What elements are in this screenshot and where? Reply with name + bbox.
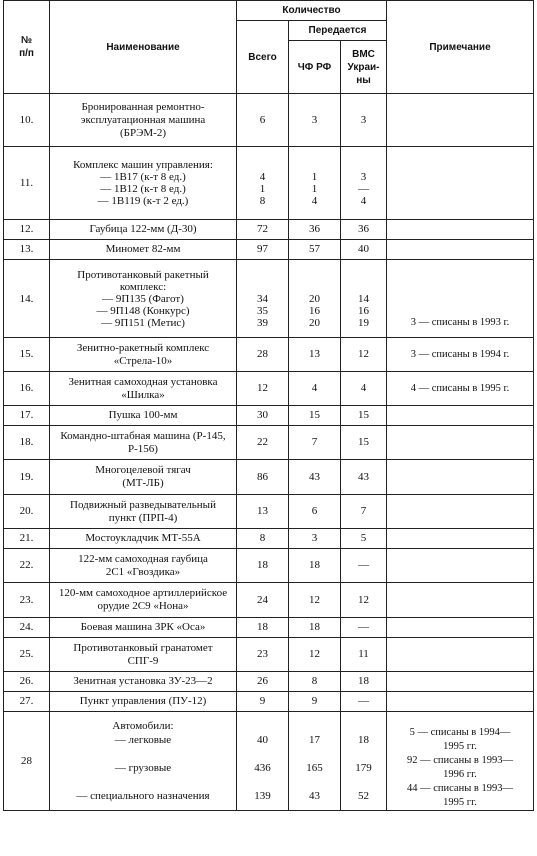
quantity-cf-rf-line: 3 — [311, 113, 318, 126]
item-name-line: (МТ-ЛБ) — [122, 477, 164, 489]
quantity-total-line: 30 — [257, 409, 268, 421]
header-vms-line: Украи- — [347, 61, 380, 73]
quantity-vms-ukraine-line: 52 — [358, 790, 369, 802]
quantity-total — [237, 426, 289, 460]
quantity-cf-rf-line: 57 — [309, 243, 320, 255]
quantity-cf-rf — [289, 240, 341, 260]
quantity-total-line: 9 — [259, 695, 266, 707]
quantity-cf-rf — [289, 338, 341, 372]
note — [387, 495, 534, 529]
item-name-line: СПГ-9 — [127, 654, 159, 667]
row-number: 16. — [4, 372, 50, 406]
quantity-vms-ukraine-line: 3 — [360, 113, 367, 126]
item-name — [50, 618, 237, 638]
note — [387, 240, 534, 260]
item-name-line: пункт (ПРП-4) — [108, 511, 178, 524]
quantity-cf-rf-line — [291, 159, 338, 171]
quantity-vms-ukraine — [341, 372, 387, 406]
quantity-total — [237, 692, 289, 712]
item-name-line: «Шилка» — [121, 388, 165, 401]
item-name-line: Многоцелевой тягач — [95, 464, 191, 476]
quantity-cf-rf-line: 13 — [309, 348, 320, 360]
quantity-vms-ukraine-line: 4 — [360, 382, 367, 394]
equipment-table — [3, 0, 534, 811]
quantity-vms-ukraine — [341, 672, 387, 692]
note — [387, 460, 534, 495]
quantity-total — [237, 618, 289, 638]
row-number: 14. — [4, 260, 50, 338]
note — [387, 94, 534, 147]
header-number — [4, 1, 50, 94]
note-line: 92 — списаны в 1993— — [407, 755, 513, 766]
item-name-line: эксплуатационная машина — [80, 113, 206, 126]
quantity-total-line: 8 — [259, 532, 266, 544]
item-name-line: 122-мм самоходная гаубица — [78, 552, 208, 565]
quantity-vms-ukraine-line: 179 — [355, 762, 372, 774]
item-name-line: Пушка 100-мм — [108, 409, 178, 421]
quantity-vms-ukraine-line: 5 — [360, 532, 367, 544]
note-line: 4 — списаны в 1995 г. — [410, 383, 510, 394]
quantity-vms-ukraine-line: 11 — [358, 648, 369, 660]
item-name-line: «Стрела-10» — [113, 354, 173, 367]
quantity-total — [237, 260, 289, 338]
quantity-total — [237, 529, 289, 549]
table-row — [4, 338, 534, 372]
table-row — [4, 147, 534, 220]
quantity-vms-ukraine-line: 4 — [360, 195, 367, 207]
note-line — [389, 281, 531, 293]
quantity-total — [237, 672, 289, 692]
note — [387, 672, 534, 692]
quantity-vms-ukraine — [341, 406, 387, 426]
item-name — [50, 220, 237, 240]
quantity-cf-rf-line: 18 — [309, 559, 320, 571]
item-name-line: Командно-штабная машина (Р-145, — [60, 429, 226, 442]
quantity-vms-ukraine-line: — — [358, 183, 369, 195]
table-row — [4, 240, 534, 260]
row-number: 27. — [4, 692, 50, 712]
row-number: 19. — [4, 460, 50, 495]
quantity-cf-rf-line: 1 — [311, 183, 318, 195]
note-line: 1996 гг. — [443, 769, 477, 780]
item-name-line: Зенитная самоходная установка — [68, 375, 218, 388]
table-row — [4, 495, 534, 529]
note-line: 3 — списаны в 1993 г. — [410, 316, 510, 328]
quantity-vms-ukraine-line: 18 — [358, 675, 369, 687]
item-name-line: комплекс: — [119, 280, 167, 293]
item-name-line: Подвижный разведывательный — [70, 498, 216, 511]
quantity-total-line: 18 — [257, 559, 268, 571]
quantity-vms-ukraine — [341, 495, 387, 529]
quantity-vms-ukraine-line: — — [358, 695, 369, 707]
quantity-vms-ukraine — [341, 220, 387, 240]
note — [387, 638, 534, 672]
item-name — [50, 583, 237, 618]
note-line — [389, 269, 531, 281]
quantity-cf-rf-line: 165 — [306, 762, 323, 774]
item-name-line: Зенитная установка ЗУ-23—2 — [73, 675, 213, 687]
row-number: 12. — [4, 220, 50, 240]
quantity-cf-rf — [289, 426, 341, 460]
row-number: 24. — [4, 618, 50, 638]
note-line: 3 — списаны в 1994 г. — [410, 349, 510, 360]
quantity-vms-ukraine-line: 12 — [358, 348, 369, 360]
table-row — [4, 372, 534, 406]
quantity-total-line — [239, 159, 286, 171]
quantity-vms-ukraine — [341, 549, 387, 583]
item-name — [50, 240, 237, 260]
item-name-line: Миномет 82-мм — [105, 243, 181, 255]
header-number-line: п/п — [19, 48, 34, 59]
note-line — [389, 305, 531, 317]
quantity-cf-rf-line: 20 — [309, 292, 320, 305]
quantity-vms-ukraine-line — [343, 747, 384, 761]
table-row — [4, 672, 534, 692]
table-row — [4, 220, 534, 240]
quantity-cf-rf-line: 9 — [311, 695, 318, 707]
quantity-total-line: 35 — [257, 304, 268, 317]
quantity-cf-rf — [289, 406, 341, 426]
quantity-cf-rf — [289, 260, 341, 338]
quantity-cf-rf-line: 12 — [309, 648, 320, 660]
table-row — [4, 549, 534, 583]
quantity-total — [237, 460, 289, 495]
quantity-cf-rf — [289, 147, 341, 220]
header-quantity: Количество — [237, 1, 387, 21]
note — [387, 583, 534, 618]
item-name-line: — 9П135 (Фагот) — [102, 292, 184, 305]
quantity-total-line: 72 — [257, 223, 268, 235]
table-row — [4, 618, 534, 638]
note — [387, 372, 534, 406]
row-number: 22. — [4, 549, 50, 583]
note — [387, 549, 534, 583]
note-line: 1995 гг. — [443, 741, 477, 752]
quantity-total-line: 22 — [257, 436, 268, 448]
quantity-vms-ukraine-line — [343, 281, 384, 293]
quantity-total — [237, 638, 289, 672]
header-vms-line: ны — [356, 74, 371, 86]
header-total: Всего — [237, 21, 289, 94]
quantity-total-line: 28 — [257, 348, 268, 360]
quantity-vms-ukraine-line: — — [358, 621, 369, 633]
item-name — [50, 692, 237, 712]
item-name-line: — специального назначения — [76, 790, 210, 802]
quantity-vms-ukraine-line — [343, 719, 384, 733]
quantity-cf-rf-line — [291, 775, 338, 789]
quantity-vms-ukraine — [341, 240, 387, 260]
quantity-vms-ukraine-line — [343, 775, 384, 789]
quantity-cf-rf-line: 12 — [309, 593, 320, 606]
note — [387, 692, 534, 712]
quantity-cf-rf-line: 36 — [309, 223, 320, 235]
quantity-total-line — [239, 719, 286, 733]
item-name — [50, 672, 237, 692]
quantity-vms-ukraine — [341, 529, 387, 549]
quantity-vms-ukraine — [341, 338, 387, 372]
row-number: 11. — [4, 147, 50, 220]
quantity-vms-ukraine — [341, 460, 387, 495]
quantity-total — [237, 94, 289, 147]
item-name-line: — легковые — [114, 734, 172, 746]
quantity-cf-rf-line: 16 — [309, 304, 320, 317]
note — [387, 220, 534, 240]
quantity-total — [237, 338, 289, 372]
quantity-cf-rf — [289, 583, 341, 618]
quantity-total-line — [239, 775, 286, 789]
quantity-vms-ukraine-line: 40 — [358, 243, 369, 255]
quantity-cf-rf-line: 1 — [311, 171, 318, 183]
quantity-vms-ukraine — [341, 260, 387, 338]
quantity-cf-rf-line: 6 — [311, 505, 318, 517]
item-name-line: Зенитно-ракетный комплекс — [76, 341, 210, 354]
table-row — [4, 426, 534, 460]
note — [387, 338, 534, 372]
quantity-cf-rf — [289, 638, 341, 672]
quantity-total-line: 18 — [257, 621, 268, 633]
quantity-cf-rf-line: 7 — [311, 436, 318, 448]
row-number: 20. — [4, 495, 50, 529]
quantity-total-line: 139 — [254, 790, 271, 802]
quantity-total — [237, 712, 289, 811]
table-row — [4, 406, 534, 426]
quantity-total — [237, 372, 289, 406]
quantity-total — [237, 406, 289, 426]
quantity-cf-rf — [289, 220, 341, 240]
quantity-cf-rf — [289, 549, 341, 583]
row-number: 28 — [4, 712, 50, 811]
note — [387, 147, 534, 220]
item-name — [50, 495, 237, 529]
quantity-cf-rf-line: 17 — [309, 734, 320, 746]
table-body — [4, 94, 534, 811]
item-name-line: Гаубица 122-мм (Д-30) — [89, 223, 197, 235]
item-name — [50, 372, 237, 406]
quantity-total-line: 1 — [259, 183, 266, 195]
note — [387, 406, 534, 426]
item-name-line: — 1В119 (к-т 2 ед.) — [97, 195, 189, 207]
header-cf-rf: ЧФ РФ — [289, 41, 341, 94]
quantity-cf-rf-line — [291, 281, 338, 293]
item-name — [50, 549, 237, 583]
quantity-total-line: 12 — [257, 382, 268, 394]
quantity-cf-rf — [289, 495, 341, 529]
row-number: 23. — [4, 583, 50, 618]
quantity-cf-rf — [289, 94, 341, 147]
row-number: 21. — [4, 529, 50, 549]
quantity-vms-ukraine-line: 19 — [358, 316, 369, 329]
note-line: 44 — списаны в 1993— — [407, 783, 513, 794]
quantity-total-line: 39 — [257, 316, 268, 329]
item-name-line: — 9П151 (Метис) — [101, 316, 185, 329]
note — [387, 426, 534, 460]
quantity-cf-rf-line: 8 — [311, 675, 318, 687]
row-number: 17. — [4, 406, 50, 426]
quantity-cf-rf-line: 4 — [311, 382, 318, 394]
item-name-line — [52, 747, 234, 761]
quantity-cf-rf — [289, 618, 341, 638]
quantity-cf-rf-line — [291, 719, 338, 733]
quantity-cf-rf-line: 43 — [309, 470, 320, 483]
item-name-line: орудие 2С9 «Нона» — [97, 600, 189, 612]
quantity-vms-ukraine-line: 18 — [358, 734, 369, 746]
row-number: 15. — [4, 338, 50, 372]
quantity-vms-ukraine — [341, 618, 387, 638]
quantity-total-line: 13 — [257, 505, 268, 517]
row-number: 26. — [4, 672, 50, 692]
quantity-vms-ukraine — [341, 426, 387, 460]
item-name-line — [52, 775, 234, 789]
item-name-line: Мостоукладчик МТ-55А — [85, 532, 201, 544]
table-row — [4, 460, 534, 495]
item-name — [50, 638, 237, 672]
item-name — [50, 260, 237, 338]
header-vms-ukraine — [341, 41, 387, 94]
quantity-vms-ukraine-line: 36 — [358, 223, 369, 235]
quantity-vms-ukraine — [341, 147, 387, 220]
quantity-vms-ukraine — [341, 638, 387, 672]
item-name-line: — грузовые — [114, 762, 172, 774]
quantity-cf-rf-line: 3 — [311, 532, 318, 544]
quantity-vms-ukraine-line: 15 — [358, 409, 369, 421]
quantity-total — [237, 220, 289, 240]
quantity-total-line — [239, 747, 286, 761]
note — [387, 618, 534, 638]
item-name-line: Комплекс машин управления: — [73, 159, 213, 171]
note — [387, 260, 534, 338]
item-name — [50, 460, 237, 495]
quantity-vms-ukraine-line: 12 — [358, 593, 369, 606]
quantity-cf-rf-line — [291, 747, 338, 761]
quantity-total-line: 26 — [257, 675, 268, 687]
quantity-total — [237, 147, 289, 220]
item-name — [50, 94, 237, 147]
quantity-vms-ukraine — [341, 692, 387, 712]
quantity-total-line: 97 — [257, 243, 268, 255]
quantity-total-line: 8 — [259, 195, 266, 207]
table-row — [4, 712, 534, 811]
quantity-vms-ukraine — [341, 94, 387, 147]
quantity-cf-rf — [289, 372, 341, 406]
item-name-line: — 9П148 (Конкурс) — [96, 304, 190, 317]
item-name — [50, 426, 237, 460]
quantity-cf-rf — [289, 692, 341, 712]
quantity-total — [237, 495, 289, 529]
item-name — [50, 712, 237, 811]
quantity-total-line — [239, 281, 286, 293]
quantity-total — [237, 583, 289, 618]
item-name — [50, 529, 237, 549]
quantity-vms-ukraine-line: 15 — [358, 436, 369, 448]
note-line — [389, 712, 531, 726]
note — [387, 529, 534, 549]
note-line: 5 — списаны в 1994— — [409, 727, 511, 738]
quantity-total-line: 40 — [257, 734, 268, 746]
quantity-vms-ukraine-line: 43 — [358, 470, 369, 483]
quantity-vms-ukraine-line — [343, 269, 384, 281]
item-name-line: Автомобили: — [112, 720, 174, 732]
quantity-vms-ukraine-line — [343, 159, 384, 171]
quantity-cf-rf-line: 20 — [309, 316, 320, 329]
note — [387, 712, 534, 811]
row-number: 18. — [4, 426, 50, 460]
table-row — [4, 583, 534, 618]
quantity-cf-rf — [289, 460, 341, 495]
header-vms-line: ВМС — [352, 48, 375, 60]
note-line — [389, 293, 531, 305]
item-name-line: Противотанковый ракетный — [77, 268, 209, 281]
quantity-total-line: 6 — [259, 113, 266, 126]
item-name-line: 2С1 «Гвоздика» — [105, 565, 181, 578]
quantity-cf-rf-line: 4 — [311, 195, 318, 207]
quantity-vms-ukraine — [341, 712, 387, 811]
quantity-cf-rf-line: 15 — [309, 409, 320, 421]
row-number: 10. — [4, 94, 50, 147]
quantity-total-line: 4 — [259, 171, 266, 183]
header-transferred: Передается — [289, 21, 387, 41]
item-name-line: — 1В17 (к-т 8 ед.) — [100, 171, 186, 183]
quantity-vms-ukraine-line: — — [358, 559, 369, 571]
quantity-vms-ukraine-line: 16 — [358, 304, 369, 317]
quantity-cf-rf-line: 43 — [309, 790, 320, 802]
quantity-total-line: 23 — [257, 648, 268, 660]
table-row — [4, 94, 534, 147]
item-name-line: Бронированная ремонтно- — [81, 100, 205, 113]
quantity-cf-rf — [289, 529, 341, 549]
item-name-line: (БРЭМ-2) — [120, 126, 166, 139]
quantity-total-line: 86 — [257, 470, 268, 483]
row-number: 13. — [4, 240, 50, 260]
quantity-total-line: 24 — [257, 593, 268, 606]
quantity-cf-rf-line — [291, 269, 338, 281]
item-name — [50, 147, 237, 220]
header-name: Наименование — [50, 1, 237, 94]
quantity-vms-ukraine-line: 7 — [360, 505, 367, 517]
item-name-line: — 1В12 (к-т 8 ед.) — [100, 183, 186, 195]
quantity-total — [237, 240, 289, 260]
quantity-total-line: 436 — [254, 762, 271, 774]
quantity-vms-ukraine-line: 14 — [358, 292, 369, 305]
item-name-line: Р-156) — [128, 442, 158, 455]
quantity-cf-rf-line: 18 — [309, 621, 320, 633]
quantity-total-line: 34 — [257, 292, 268, 305]
table-row — [4, 638, 534, 672]
table-row — [4, 692, 534, 712]
item-name-line: Противотанковый гранатомет — [73, 641, 213, 654]
row-number: 25. — [4, 638, 50, 672]
quantity-vms-ukraine — [341, 583, 387, 618]
quantity-total-line — [239, 269, 286, 281]
item-name-line: 120-мм самоходное артиллерийское — [58, 587, 228, 599]
item-name-line: Пункт управления (ПУ-12) — [79, 695, 207, 707]
header-number-line: № — [20, 35, 33, 46]
quantity-total — [237, 549, 289, 583]
quantity-vms-ukraine-line: 3 — [360, 171, 367, 183]
table-row — [4, 260, 534, 338]
quantity-cf-rf — [289, 712, 341, 811]
quantity-cf-rf — [289, 672, 341, 692]
item-name — [50, 338, 237, 372]
header-note: Примечание — [387, 1, 534, 94]
note-line: 1995 гг. — [443, 797, 477, 808]
table-row — [4, 529, 534, 549]
item-name-line: Боевая машина ЗРК «Оса» — [80, 621, 206, 633]
item-name — [50, 406, 237, 426]
